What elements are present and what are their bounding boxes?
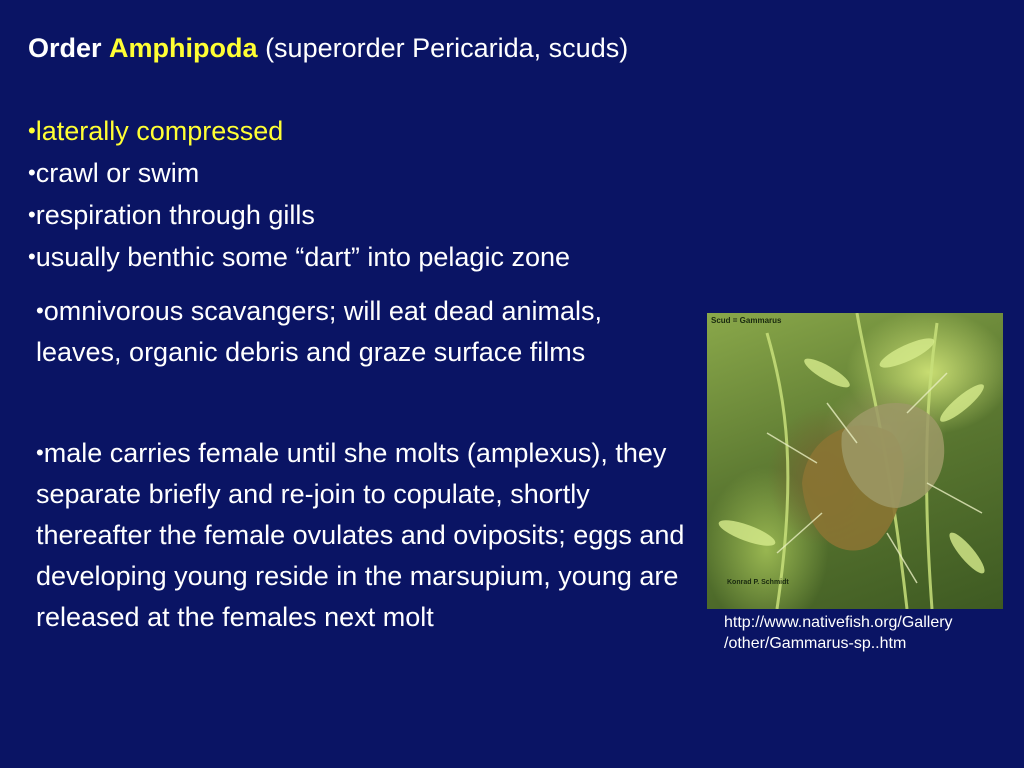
- title-rest: (superorder Pericarida, scuds): [265, 33, 629, 63]
- scud-illustration: [707, 313, 1003, 609]
- bullet-icon: •: [28, 202, 36, 227]
- characteristics-list: [28, 110, 570, 278]
- list-item: •crawl or swim: [28, 158, 200, 188]
- bullet-icon: •: [36, 440, 44, 465]
- url-line-2: /other/Gammarus-sp..htm: [724, 635, 907, 652]
- list-item: •respiration through gills: [28, 200, 315, 230]
- title-amphipoda: Amphipoda: [109, 33, 258, 63]
- list-item: •usually benthic some “dart” into pelagic zone: [28, 242, 570, 272]
- bullet-icon: •: [28, 244, 36, 269]
- bullet-icon: •: [28, 160, 36, 185]
- title-order: Order: [28, 33, 102, 63]
- source-url[interactable]: [724, 612, 953, 654]
- list-item: •laterally compressed: [28, 116, 284, 146]
- photo-credit: Konrad P. Schmidt: [727, 579, 789, 586]
- paragraph-reproduction: •male carries female until she molts (amplexus), they separate briefly and re-join to copulate, shortly thereafter the female ovulates and oviposits; eggs and developing young reside in the marsupium, young are released at the females next molt: [36, 438, 685, 632]
- photo-caption-top: Scud = Gammarus: [711, 316, 782, 325]
- slide-title: [28, 30, 628, 66]
- bullet-icon: •: [28, 118, 36, 143]
- gammarus-photo: [707, 313, 1003, 609]
- url-line-1: http://www.nativefish.org/Gallery: [724, 614, 953, 631]
- paragraph-diet: •omnivorous scavangers; will eat dead animals, leaves, organic debris and graze surface films: [36, 296, 602, 367]
- bullet-icon: •: [36, 298, 44, 323]
